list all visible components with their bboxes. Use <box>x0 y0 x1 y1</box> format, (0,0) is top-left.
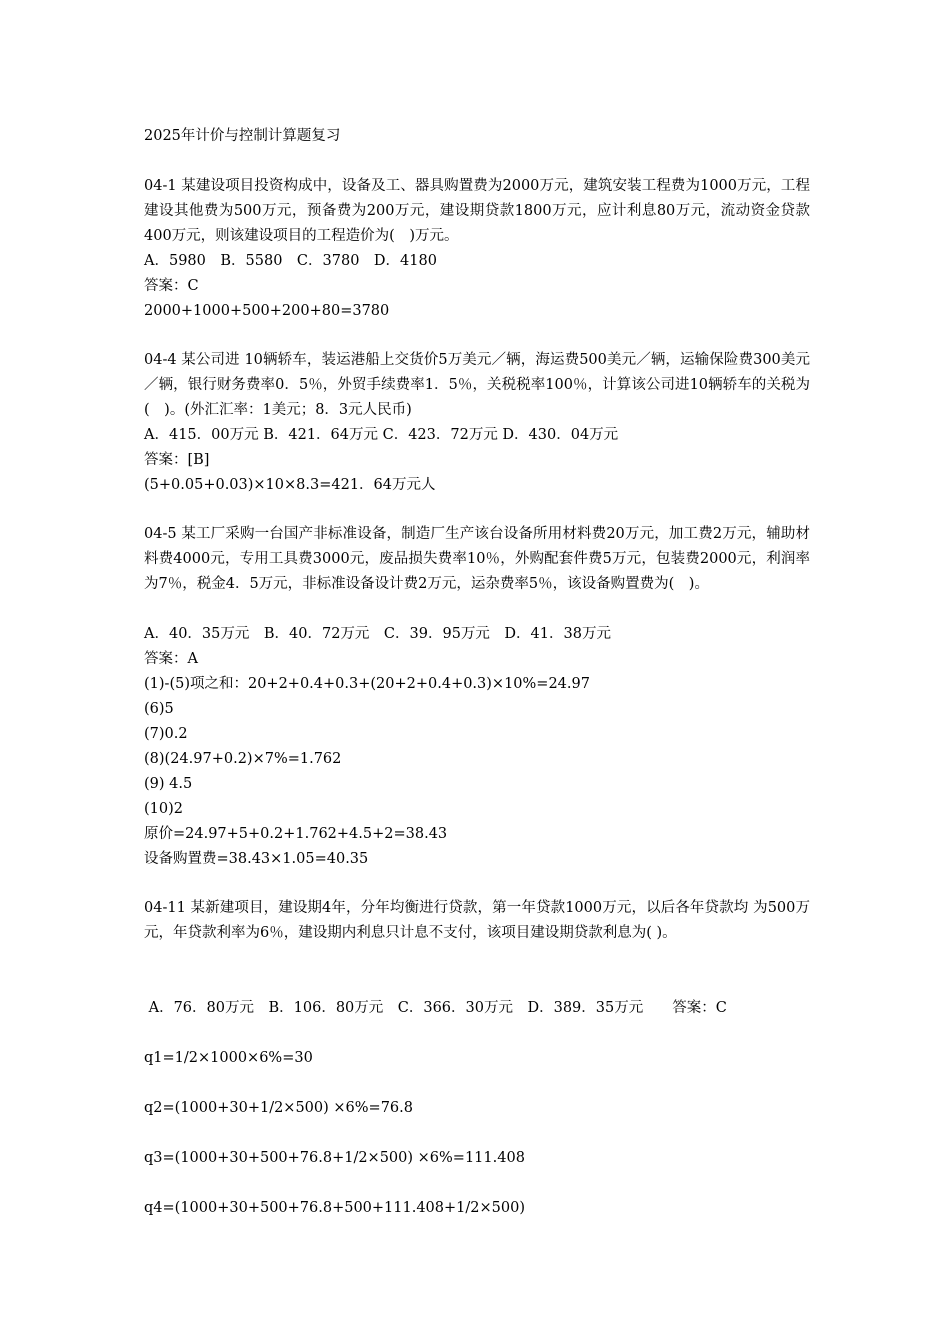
question-04-5-solution-line: (10)2 <box>144 801 183 817</box>
question-04-11-solution-line: q4=(1000+30+500+76.8+500+111.408+1/2×500) <box>144 1200 525 1216</box>
question-04-4-solution-line: (5+0.05+0.03)×10×8.3=421．64万元人 <box>144 477 436 493</box>
question-04-5-options: A．40．35万元 B．40．72万元 C．39．95万元 D．41．38万元 <box>144 626 611 642</box>
question-04-1-answer: 答案：C <box>144 278 199 294</box>
document-title: 2025年计价与控制计算题复习 <box>144 128 341 144</box>
question-04-11-solution-line: q2=(1000+30+1/2×500) ×6%=76.8 <box>144 1100 413 1116</box>
question-04-11-options-answer: A．76．80万元 B．106．80万元 C．366．30万元 D．389．35万元 答案：C <box>144 1000 727 1016</box>
question-04-4-stem: 04-4 某公司进 10辆轿车，装运港船上交货价5万美元／辆，海运费500美元／辆，运输保险费300美元／辆，银行财务费率0．5％，外贸手续费率1．5％，关税税率100％，计算该公司进10辆轿车的关税为( )。(外汇汇率：1美元；8．3元人民币) <box>144 352 810 418</box>
question-04-4-options: A．415．00万元 B．421．64万元 C．423．72万元 D．430．04万元 <box>144 427 619 443</box>
question-04-1-options: A．5980 B．5580 C．3780 D．4180 <box>144 253 437 269</box>
question-04-1-stem: 04-1 某建设项目投资构成中，设备及工、器具购置费为2000万元，建筑安装工程费为1000万元，工程建设其他费为500万元，预备费为200万元，建设期贷款1800万元，应计利息80万元，流动资金贷款400万元，则该建设项目的工程造价为( )万元。 <box>144 178 810 244</box>
question-04-5-solution-line: 原价=24.97+5+0.2+1.762+4.5+2=38.43 <box>144 826 448 842</box>
question-04-5-solution-line: (8)(24.97+0.2)×7%=1.762 <box>144 751 342 767</box>
question-04-5-solution-line: 设备购置费=38.43×1.05=40.35 <box>144 851 369 867</box>
question-04-5-stem: 04-5 某工厂采购一台国产非标准设备，制造厂生产该台设备所用材料费20万元，加工费2万元，辅助材料费4000元，专用工具费3000元，废品损失费率10％，外购配套件费5万元，包装费2000元，利润率为7％，税金4．5万元，非标准设备设计费2万元，运杂费率5％，该设备购置费为( )。 <box>144 526 810 592</box>
question-04-5-solution-line: (7)0.2 <box>144 726 188 742</box>
question-04-5-answer: 答案：A <box>144 651 198 667</box>
question-04-1-solution-line: 2000+1000+500+200+80=3780 <box>144 303 390 319</box>
question-04-5-solution-line: (9) 4.5 <box>144 776 193 792</box>
question-04-5-solution-line: (1)-(5)项之和：20+2+0.4+0.3+(20+2+0.4+0.3)×10%=24.97 <box>144 676 590 692</box>
question-04-11-stem: 04-11 某新建项目，建设期4年，分年均衡进行贷款，第一年贷款1000万元，以后各年贷款均 为500万元，年贷款利率为6％，建设期内利息只计息不支付，该项目建设期贷款利息为( )。 <box>144 900 810 941</box>
question-04-11-solution-line: q3=(1000+30+500+76.8+1/2×500) ×6%=111.408 <box>144 1150 525 1166</box>
question-04-11-solution-line: q1=1/2×1000×6%=30 <box>144 1050 313 1066</box>
question-04-5-solution-line: (6)5 <box>144 701 174 717</box>
question-04-4-answer: 答案：[B] <box>144 452 210 468</box>
